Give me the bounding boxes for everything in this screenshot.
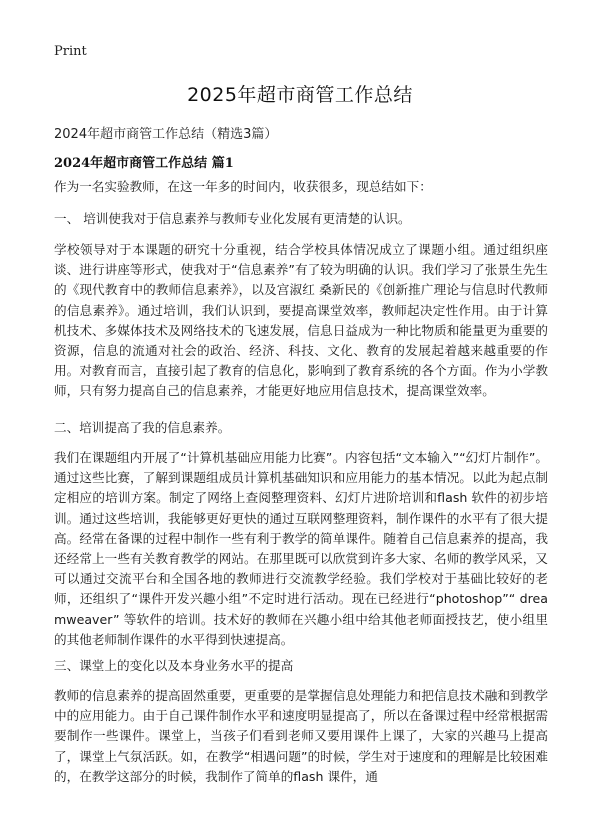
heading-2: 二、培训提高了我的信息素养。 [54, 420, 231, 435]
heading-3: 三、课堂上的变化以及本身业务水平的提高 [54, 658, 294, 673]
page-title: 2025年超市商管工作总结 [187, 84, 413, 106]
body-paragraph-3: 教师的信息素养的提高固然重要，更重要的是掌握信息处理能力和把信息技术融和到教学中的应用能力。由于自己课件制作水平和速度明显提高了，所以在备课过程中经常根据需要制作一些课件。课堂上，当孩子们看到老师又要用课件上课了，大家的兴趣马上提高了，课堂上气氛活跃。如，在教学“相遇问题”的时候，学生对于速度和的理解是比较困难的，在教学这部分的时候，我制作了简单的flash 课件，通 [54, 688, 548, 784]
section-title: 2024年超市商管工作总结 篇1 [54, 156, 234, 171]
body-paragraph-2: 我们在课题组内开展了“计算机基础应用能力比赛”。内容包括“文本输入”“幻灯片制作”。通过这些比赛，了解到课题组成员计算机基础知识和应用能力的基本情况。以此为起点制定相应的培训方案。制定了网络上查阅整理资料、幻灯片进阶培训和flash 软件的初步培训。通过这些培训，我能够更好更快的通过互联网整理资料，制作课件的水平有了很大提高。经常在备课的过程中制作一些有利于教学的简单课件。随着自己信息素养的提高，我还经常上一些有关教育教学的网站。在那里既可以欣赏到许多大家、名师的教学风采，又可以通过交流平台和全国各地的教师进行交流教学经验。我们学校对于基础比较好的老师，还组织了“课件开发兴趣小组”不定时进行活动。现在已经进行“photoshop”“ dreamweaver” 等软件的培训。技术好的教师在兴趣小组中给其他老师面授技艺，使小组里的其他老师制作课件的水平得到快速提高。 [54, 450, 548, 647]
intro-paragraph: 作为一名实验教师，在这一年多的时间内，收获很多，现总结如下： [54, 179, 432, 194]
heading-1: 一、 培训使我对于信息素养与教师专业化发展有更清楚的认识。 [54, 211, 411, 226]
print-link[interactable]: Print [54, 44, 87, 59]
document-subtitle: 2024年超市商管工作总结（精选3篇） [54, 127, 278, 142]
body-paragraph-1: 学校领导对于本课题的研究十分重视，结合学校具体情况成立了课题小组。通过组织座谈、进行讲座等形式，使我对于“信息素养”有了较为明确的认识。我们学习了张景生先生的《现代教育中的教师信息素养》，以及宫淑红 桑新民的《创新推广理论与信息时代教师的信息素养》。通过培训，我们认识到，要提高课堂效率，教师起决定性作用。由于计算机技术、多媒体技术及网络技术的飞速发展，信息日益成为一种比物质和能量更为重要的资源，信息的流通对社会的政治、经济、科技、文化、教育的发展起着越来越重要的作用。对教育而言，直接引起了教育的信息化，影响到了教育系统的各个方面。作为小学教师，只有努力提高自己的信息素养，才能更好地应用信息技术，提高课堂效率。 [54, 242, 548, 399]
